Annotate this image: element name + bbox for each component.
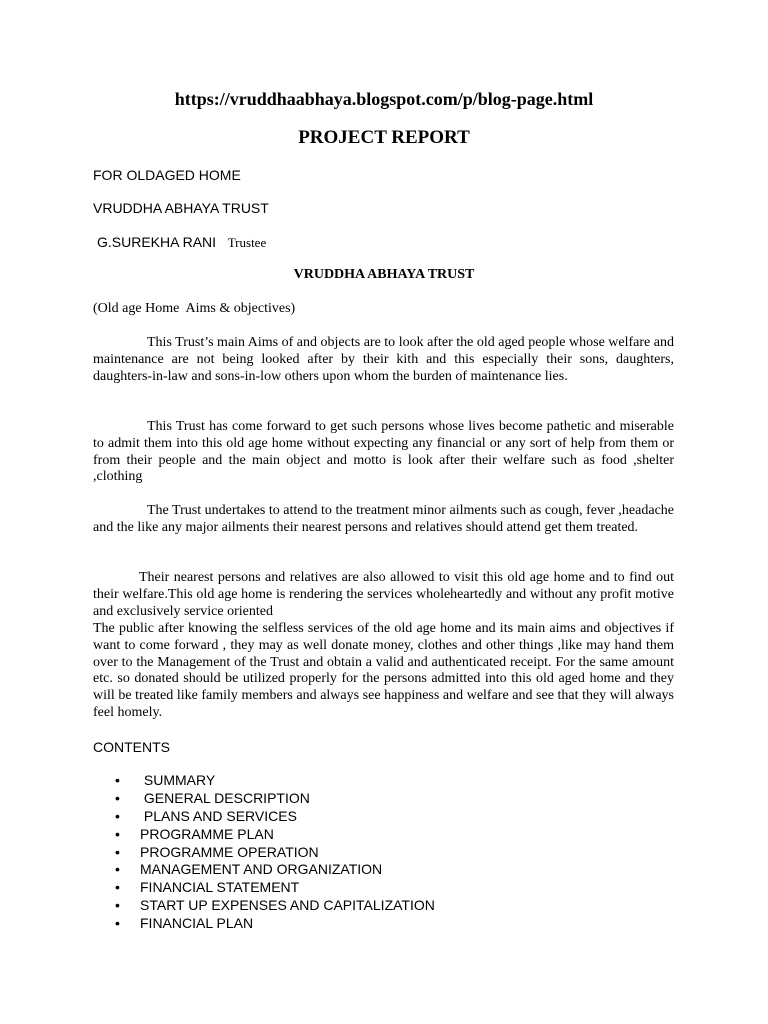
paragraph-donations: The public after knowing the selfless services of the old age home and its main aims and objectives if want to come forward , they may as well donate money, clothes and other things ,like may hand them over to the Management of the Trust and obtain a valid and authenticated receipt. For the same amount etc. so donated should be utilized properly for the persons admitted into this old aged home and they will be treated like family members and always see happiness and welfare and see that they will always feel homely.: [93, 621, 674, 720]
contents-item-programme-operation: • PROGRAMME OPERATION: [115, 843, 319, 860]
for-oldaged-home-line: FOR OLDAGED HOME: [93, 167, 241, 183]
bullet-icon: •: [115, 789, 120, 806]
contents-item-financial-statement: • FINANCIAL STATEMENT: [115, 879, 300, 896]
trustee-name: G.SUREKHA RANI: [97, 234, 217, 250]
contents-item-management: • MANAGEMENT AND ORGANIZATION: [115, 861, 383, 878]
contents-item-startup-expenses: • START UP EXPENSES AND CAPITALIZATION: [115, 897, 435, 914]
bullet-icon: •: [115, 915, 120, 932]
contents-item-summary: • SUMMARY: [115, 772, 216, 788]
bullet-icon: •: [115, 843, 120, 860]
aims-objectives-line: (Old age Home Aims & objectives): [93, 301, 296, 316]
paragraph-visits: Their nearest persons and relatives are also allowed to visit this old age home and to find out their welfare.This old age home is rendering the services wholeheartedly and without any profit motive and exclusively service oriented: [93, 570, 674, 619]
paragraph-treatment: The Trust undertakes to attend to the treatment minor ailments such as cough, fever ,headache and the like any major ailments their nearest persons and relatives should attend get them treated.: [93, 503, 674, 535]
paragraph-aims: This Trust’s main Aims of and objects are to look after the old aged people whose welfare and maintenance are not being looked after by their kith and this especially their sons, daughters, daughters-in-law and sons-in-low others upon whom the burden of maintenance lies.: [93, 335, 674, 384]
blog-url-link[interactable]: https://vruddhaabhaya.blogspot.com/p/blog-page.html: [174, 89, 594, 109]
contents-list: [115, 772, 435, 933]
bullet-icon: •: [115, 897, 120, 914]
bullet-icon: •: [115, 861, 120, 878]
contents-item-plans-and-services: • PLANS AND SERVICES: [115, 807, 297, 824]
paragraph-admission: This Trust has come forward to get such persons whose lives become pathetic and miserable to admit them into this old age home without expecting any financial or any sort of help from them or from their people and the main object and motto is look after their welfare such as food ,shelter ,clothing: [93, 419, 674, 485]
contents-item-financial-plan: • FINANCIAL PLAN: [115, 915, 254, 932]
contents-heading: CONTENTS: [93, 739, 170, 755]
trust-name-line: VRUDDHA ABHAYA TRUST: [93, 200, 269, 216]
trustee-role: Trustee: [227, 235, 267, 250]
bullet-icon: •: [115, 807, 120, 824]
contents-item-general-description: • GENERAL DESCRIPTION: [115, 789, 310, 806]
bullet-icon: •: [115, 825, 120, 842]
contents-item-programme-plan: • PROGRAMME PLAN: [115, 825, 274, 842]
trustee-line: [97, 234, 266, 251]
page-title: PROJECT REPORT: [298, 127, 470, 148]
bullet-icon: •: [115, 772, 120, 788]
bullet-icon: •: [115, 879, 120, 896]
section-subtitle: VRUDDHA ABHAYA TRUST: [293, 267, 475, 282]
